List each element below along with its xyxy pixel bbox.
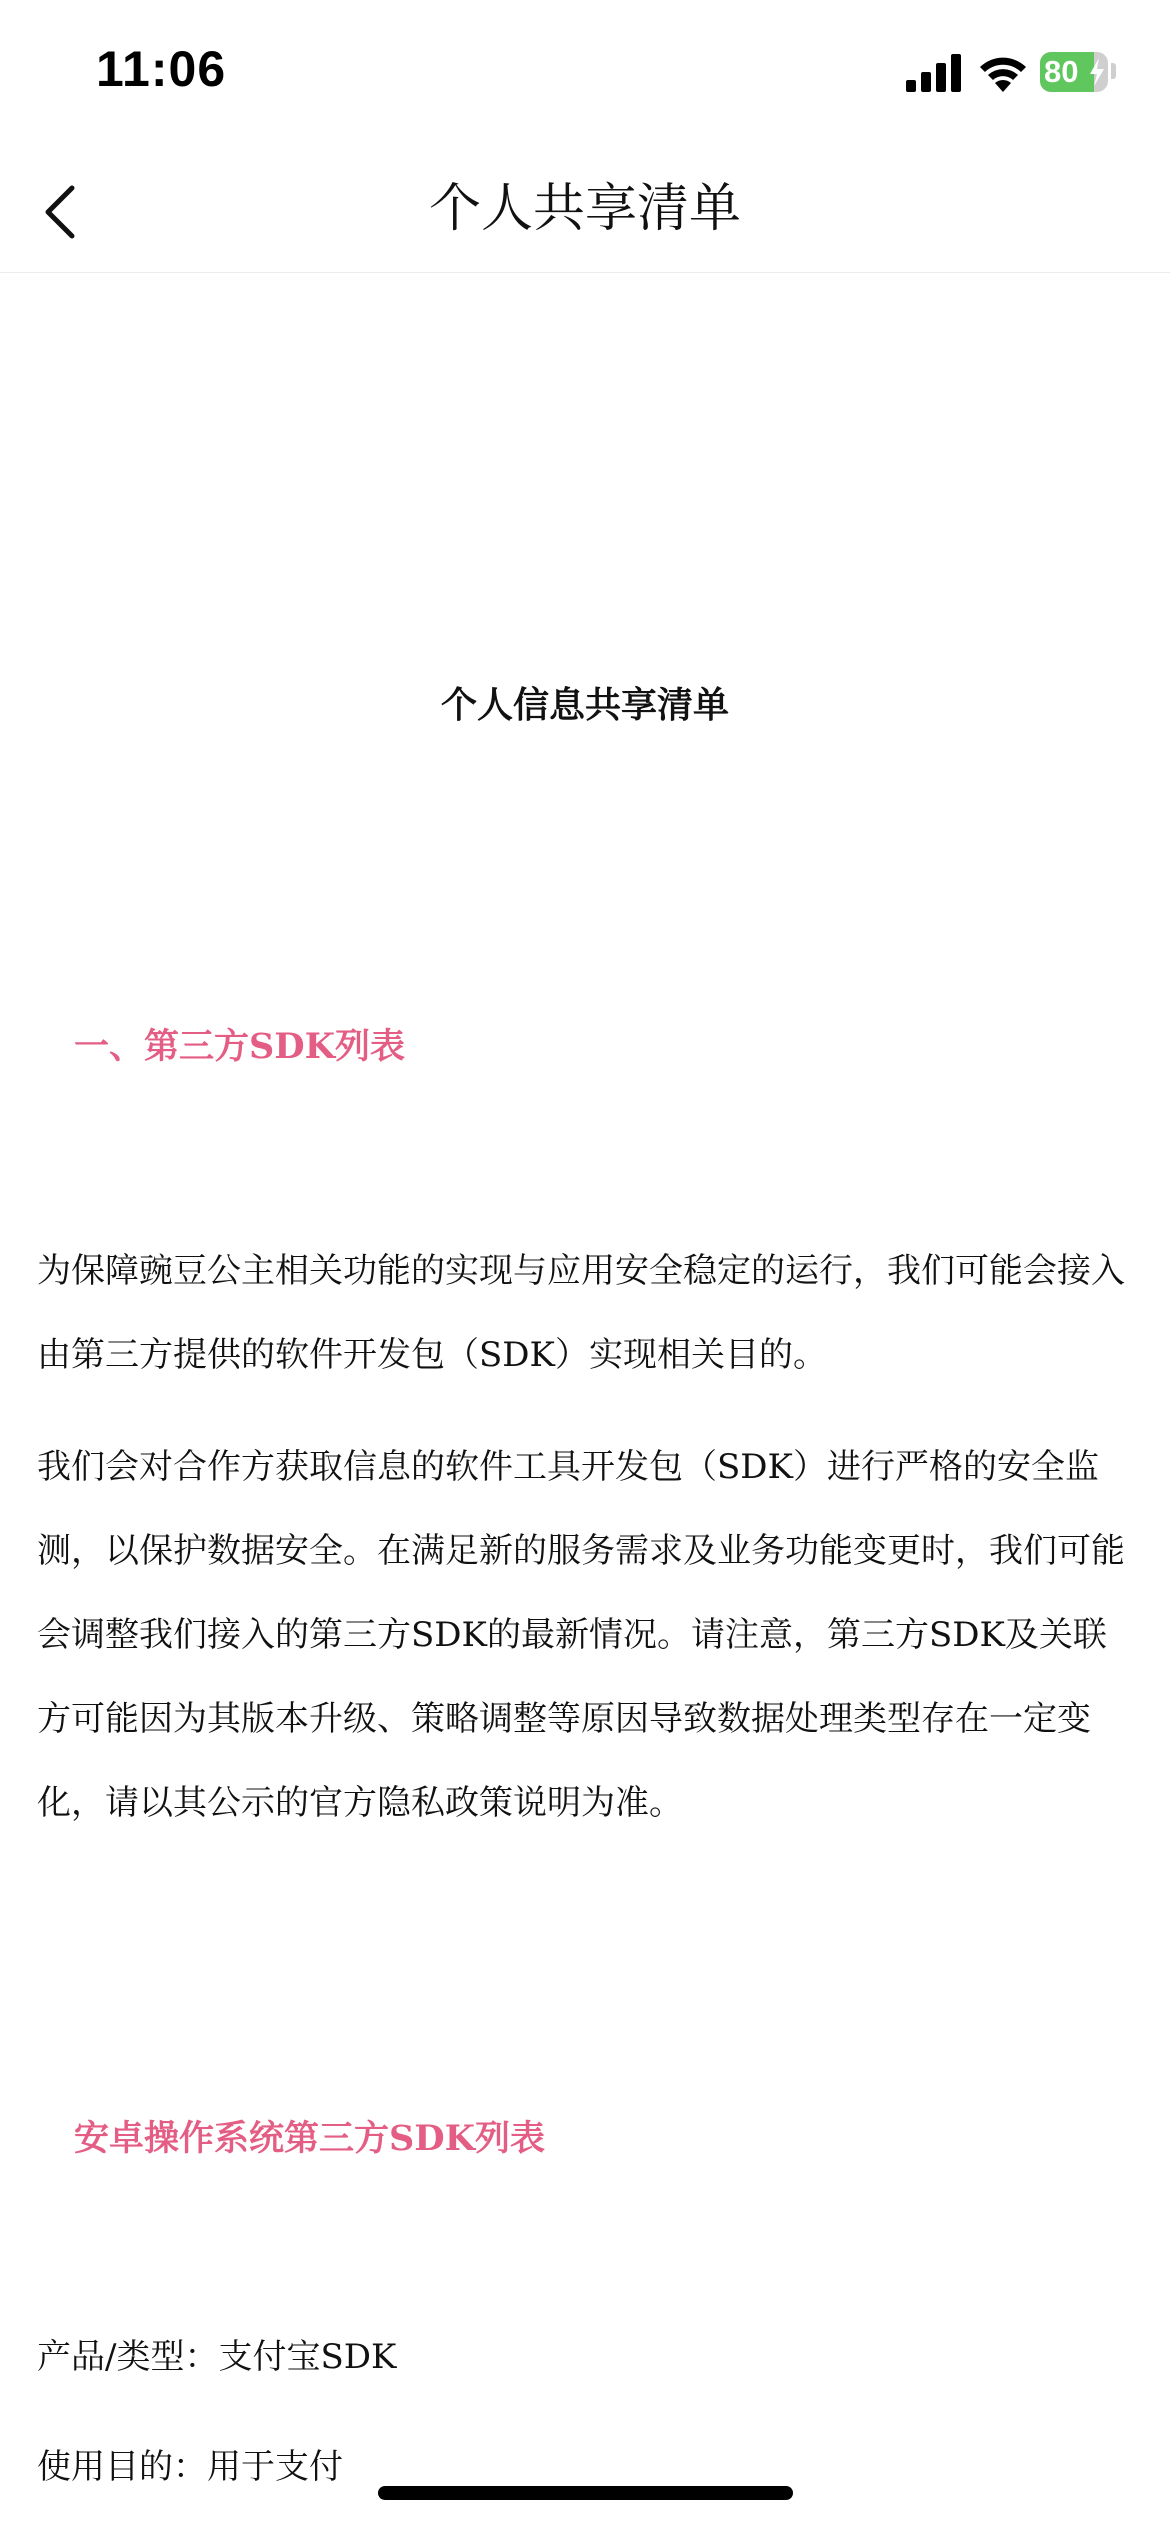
battery-percent: 80 — [1044, 54, 1079, 89]
page-title: 个人共享清单 — [428, 179, 741, 239]
intro-paragraph: 为保障豌豆公主相关功能的实现与应用安全稳定的运行，我们可能会接入由第三方提供的软件开发包（SDK）实现相关目的。 — [37, 1251, 1125, 1375]
section-heading-sdk-list: 一、第三方SDK列表 — [74, 1026, 406, 1067]
status-time: 11:06 — [96, 41, 227, 97]
sdk-purpose: 使用目的：用于支付 — [37, 2447, 343, 2487]
security-paragraph: 我们会对合作方获取信息的软件工具开发包（SDK）进行严格的安全监测，以保护数据安全。在满足新的服务需求及业务功能变更时，我们可能会调整我们接入的第三方SDK的最新情况。请注意，第三方SDK及关联方可能因为其版本升级、策略调整等原因导致数据处理类型存在一定变化，请以其公示的官方隐私政策说明为准。 — [37, 1447, 1125, 1823]
bolt-icon — [1088, 58, 1106, 86]
section-heading-android-sdk: 安卓操作系统第三方SDK列表 — [74, 2118, 546, 2159]
document-content[interactable] — [0, 273, 1170, 2532]
battery-indicator — [1040, 52, 1108, 92]
status-bar — [0, 0, 1170, 150]
document-title: 个人信息共享清单 — [440, 685, 729, 726]
battery-cap — [1111, 63, 1116, 79]
home-indicator[interactable] — [378, 2486, 793, 2500]
cellular-signal-icon — [906, 54, 962, 92]
wifi-icon — [976, 52, 1030, 92]
nav-bar — [0, 150, 1170, 273]
sdk-product-type: 产品/类型：支付宝SDK — [37, 2337, 397, 2377]
